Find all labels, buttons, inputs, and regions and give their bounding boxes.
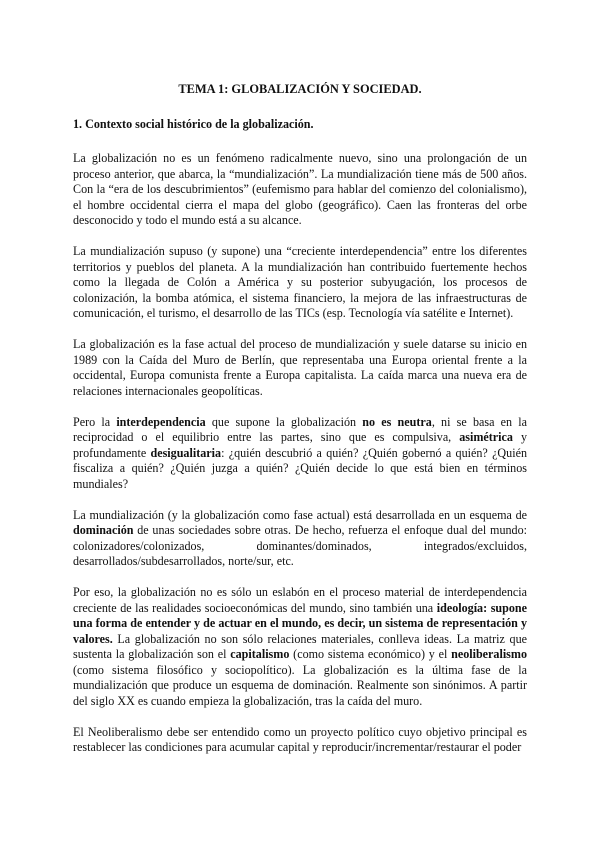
body-paragraph — [73, 415, 527, 493]
emphasized-text: capitalismo — [230, 647, 290, 661]
body-paragraph — [73, 508, 527, 570]
paragraph-text: : ¿quién descubrió a quién? ¿Quién gobernó a quién? ¿Quién fiscaliza a quién? ¿Quién juzga a quién? ¿Quién decide lo que está bien en términos mundiales? — [73, 445, 527, 491]
paragraph-text: , ni se basa en la reciprocidad o el equilibrio entre las partes, sino que es compulsiva, — [73, 414, 527, 444]
document-page — [73, 82, 527, 771]
paragraph-list — [73, 151, 527, 756]
paragraph-text: y profundamente — [73, 430, 527, 460]
emphasized-text: no es neutra — [362, 414, 432, 429]
body-paragraph — [73, 151, 527, 229]
body-paragraph — [73, 244, 527, 322]
paragraph-text: La mundialización (y la globalización como fase actual) está desarrollada en un esquema de — [73, 507, 527, 522]
section-heading: 1. Contexto social histórico de la globalización. — [73, 116, 314, 131]
paragraph-text: Por eso, la globalización no es sólo un eslabón en el proceso material de interdependencia creciente de las realidades socioeconómicas del mundo, sino también una — [73, 585, 527, 615]
emphasized-text: ideología: supone una forma de entender y de actuar en el mundo, es decir, un sistema de representación y valores. — [73, 600, 527, 646]
emphasized-text: asimétrica — [459, 430, 513, 444]
paragraph-text: La globalización no son sólo relaciones materiales, conlleva ideas. La matriz que sustenta la globalización son el — [73, 631, 527, 661]
paragraph-text: La globalización no es un fenómeno radicalmente nuevo, sino una prolongación de un proceso anterior, que abarca, la “mundialización”. La mundialización tiene más de 500 años. Con la “era de los descubrimientos” (eufemismo para hablar del comienzo del colonialismo), el hombre occidental cierra el mapa del globo (geográfico). Caen las fronteras del orbe desconocido y todo el mundo está a su alcance. — [73, 151, 527, 227]
emphasized-text: neoliberalismo — [451, 647, 528, 661]
paragraph-text: Pero la — [73, 414, 117, 429]
emphasized-text: dominación — [73, 523, 134, 537]
paragraph-text: (como sistema económico) y el — [289, 647, 452, 661]
paragraph-text: El Neoliberalismo debe ser entendido como un proyecto político cuyo objetivo principal es restablecer las condiciones para acumular capital y reproducir/incrementar/restaurar el poder — [73, 724, 527, 754]
paragraph-text: (como sistema filosófico y sociopolítico). La globalización es la última fase de la mundialización que produce un esquema de dominación. Realmente son sinónimos. A partir del siglo XX es cuando empieza la globalización, tras la caída del muro. — [73, 662, 527, 708]
document-title: TEMA 1: GLOBALIZACIÓN Y SOCIEDAD. — [178, 82, 422, 96]
paragraph-text: que supone la globalización — [205, 414, 363, 429]
emphasized-text: desigualitaria — [150, 445, 222, 460]
body-paragraph — [73, 337, 527, 399]
emphasized-text: interdependencia — [116, 414, 206, 429]
body-paragraph — [73, 585, 527, 709]
paragraph-text: La globalización es la fase actual del proceso de mundialización y suele datarse su inicio en 1989 con la Caída del Muro de Berlín, que representaba una Europa oriental frente a la occidental, Europa comunista frente a Europa capitalista. La caída marca una nueva era de relaciones internacionales geopolíticas. — [73, 337, 527, 398]
paragraph-text: La mundialización supuso (y supone) una “creciente interdependencia” entre los diferentes territorios y pueblos del planeta. A la mundialización han contribuido fuertemente hechos como la llegada de Colón a América y su posterior subyugación, los procesos de colonización, la bomba atómica, el sistema financiero, la mejora de las infraestructuras de comunicación, el turismo, el desarrollo de las TICs (esp. Tecnología vía satélite e Internet). — [73, 244, 527, 320]
body-paragraph — [73, 725, 527, 756]
paragraph-text: de unas sociedades sobre otras. De hecho, refuerza el enfoque dual del mundo: colonizadores/colonizados, dominantes/dominados, integrados/excluidos, desarrollados/subdesarrollados, norte/sur, etc. — [73, 523, 527, 568]
